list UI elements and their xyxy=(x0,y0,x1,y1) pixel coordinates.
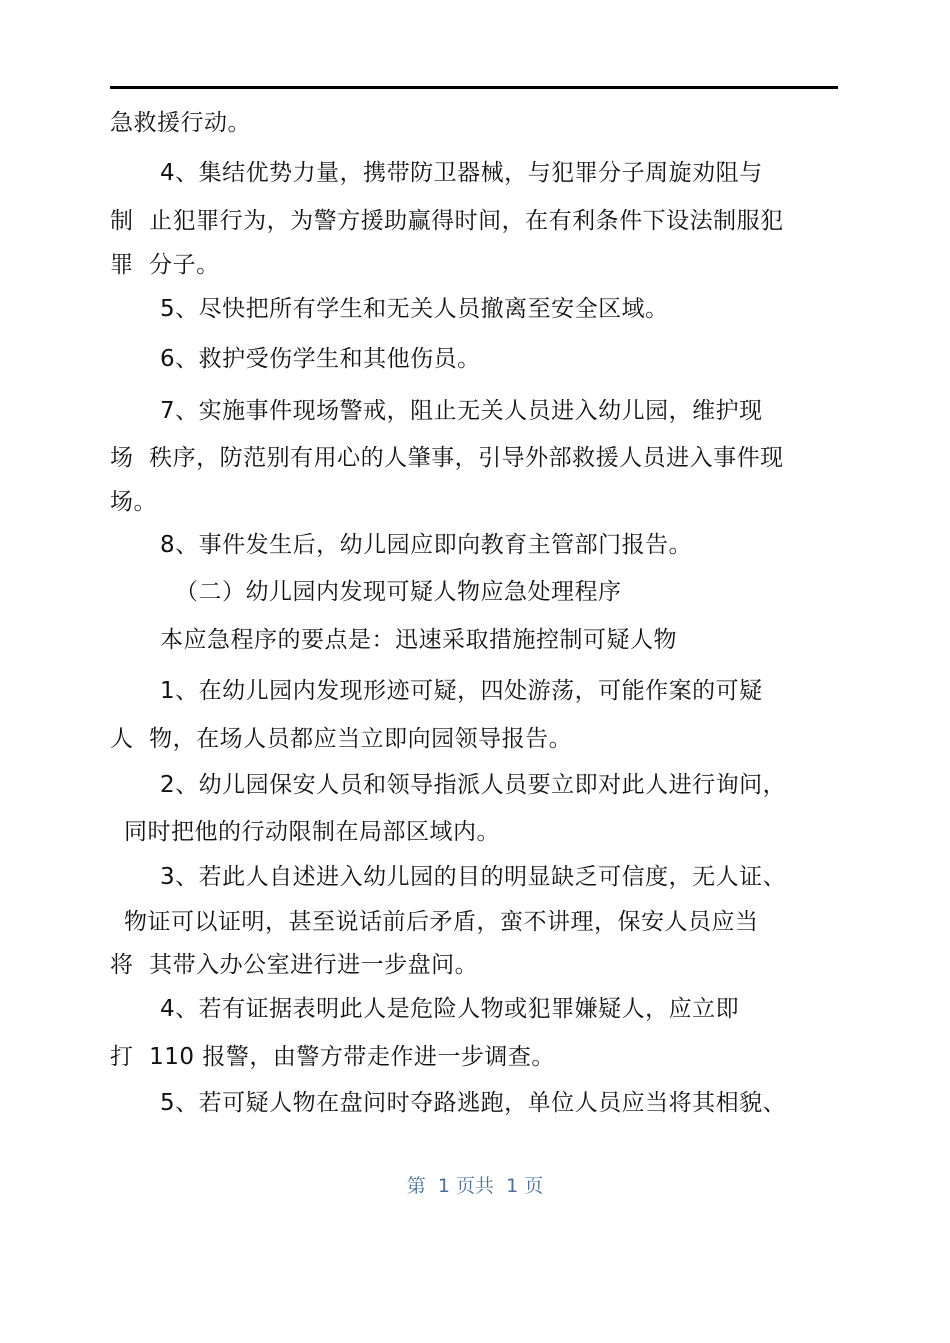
text-line: 场 秩序，防范别有用心的人肇事，引导外部救援人员进入事件现 xyxy=(110,445,784,471)
text-line: 6、救护受伤学生和其他伤员。 xyxy=(160,346,481,372)
text-line: 场。 xyxy=(110,489,157,515)
section-heading: （二）幼儿园内发现可疑人物应急处理程序 xyxy=(175,579,622,605)
text-line: 2、幼儿园保安人员和领导指派人员要立即对此人进行询问， xyxy=(160,772,787,798)
text-line: 急救援行动。 xyxy=(110,110,251,136)
text-line: 罪 分子。 xyxy=(110,252,220,278)
text-line: 4、若有证据表明此人是危险人物或犯罪嫌疑人，应立即 xyxy=(160,996,740,1022)
text-line: 将 其带入办公室进行进一步盘问。 xyxy=(110,952,479,978)
text-line: 8、事件发生后，幼儿园应即向教育主管部门报告。 xyxy=(160,532,693,558)
header-rule xyxy=(110,86,838,89)
text-line: 打 110 报警，由警方带走作进一步调查。 xyxy=(110,1044,555,1070)
text-line: 7、实施事件现场警戒，阻止无关人员进入幼儿园，维护现 xyxy=(160,398,763,424)
text-line: 制 止犯罪行为，为警方援助赢得时间，在有利条件下设法制服犯 xyxy=(110,208,784,234)
page-footer: 第 1 页共 1 页 xyxy=(406,1175,544,1197)
text-line: 3、若此人自述进入幼儿园的目的明显缺乏可信度，无人证、 xyxy=(160,864,787,890)
text-line: 5、若可疑人物在盘问时夺路逃跑，单位人员应当将其相貌、 xyxy=(160,1090,787,1116)
text-line: 本应急程序的要点是：迅速采取措施控制可疑人物 xyxy=(160,627,677,653)
text-line: 5、尽快把所有学生和无关人员撤离至安全区域。 xyxy=(160,296,669,322)
text-line: 人 物，在场人员都应当立即向园领导报告。 xyxy=(110,726,573,752)
text-line: 4、集结优势力量，携带防卫器械，与犯罪分子周旋劝阻与 xyxy=(160,160,763,186)
text-line: 物证可以证明，甚至说话前后矛盾，蛮不讲理，保安人员应当 xyxy=(124,909,759,935)
text-line: 1、在幼儿园内发现形迹可疑，四处游荡，可能作案的可疑 xyxy=(160,678,763,704)
text-line: 同时把他的行动限制在局部区域内。 xyxy=(124,819,500,845)
